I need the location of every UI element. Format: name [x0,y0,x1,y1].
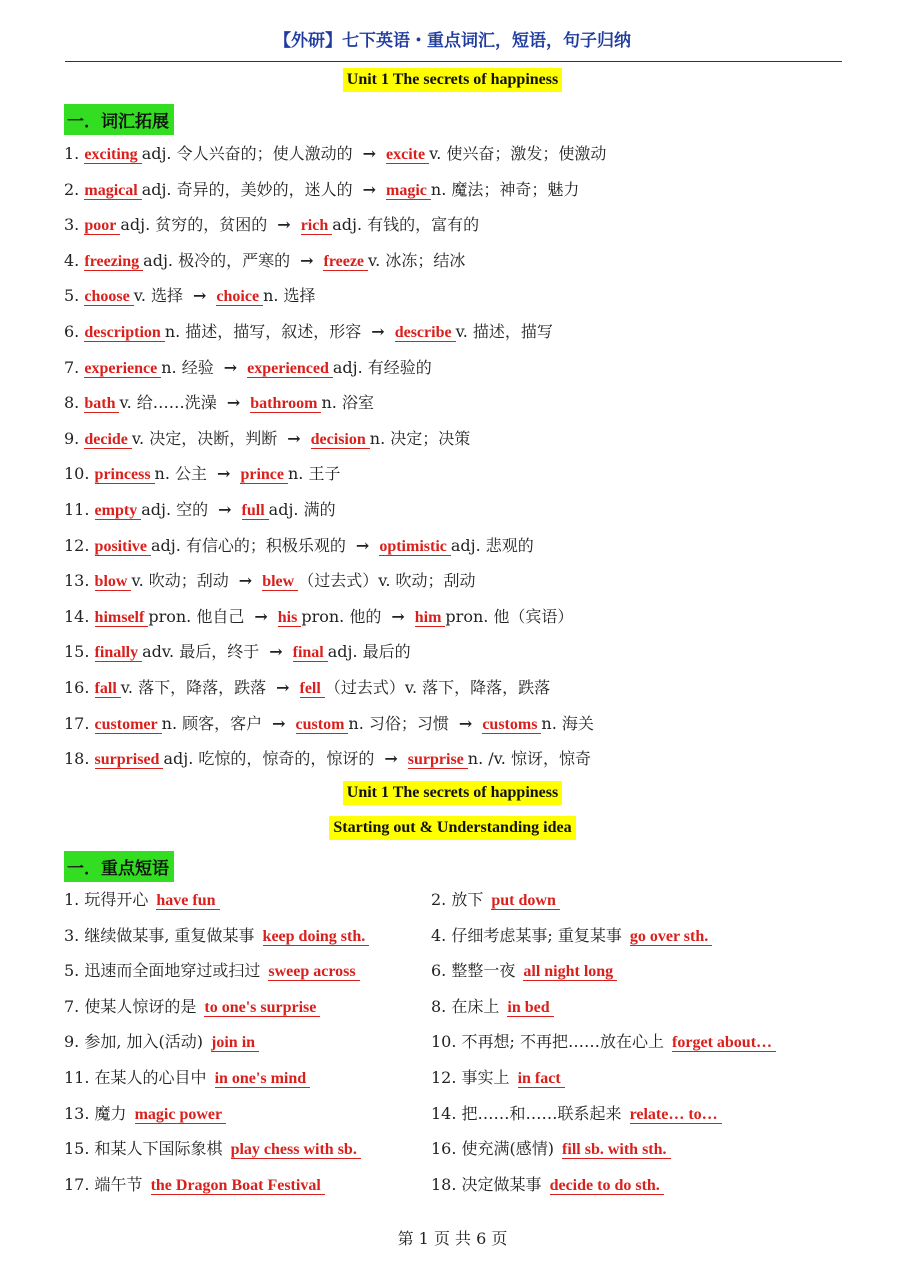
vocab-definition: v. 落下，降落，跌落 [120,677,267,697]
vocab-row [64,211,864,247]
phrase-answer: in one's mind [215,1070,311,1088]
vocab-definition: adj. 有经验的 [332,357,432,377]
phrase-number: 12. [431,1067,457,1087]
phrase-number: 10. [431,1032,457,1052]
phrase-item [431,1171,844,1207]
vocab-row [64,496,864,532]
phrase-item [64,1064,431,1100]
arrow-icon: → [458,713,473,733]
vocab-number: 13. [64,571,90,591]
phrase-number: 16. [431,1139,457,1159]
arrow-icon: → [355,535,370,555]
phrase-number: 18. [431,1174,457,1194]
phrase-answer: to one's surprise [204,999,320,1017]
phrase-chinese: 迅速而全面地穿过或扫过 [84,961,261,981]
phrase-item [64,922,431,958]
vocab-answer-word: freezing [84,253,143,271]
vocab-number: 14. [64,606,90,626]
vocab-definition: （过去式）v. 吹动；刮动 [298,571,476,591]
phrase-chinese: 在某人的心目中 [94,1067,207,1087]
vocab-number: 5. [64,286,80,306]
phrase-chinese: 使某人惊讶的是 [84,996,197,1016]
vocab-answer-word: poor [84,217,120,235]
phrase-chinese: 参加, 加入(活动) [84,1032,204,1052]
vocab-list [64,140,864,781]
vocab-row [64,425,864,461]
section-heading-phrases: 一．重点短语 [64,851,174,882]
vocab-definition: n. 选择 [263,286,316,306]
vocab-definition: adj. 有钱的，富有的 [332,215,480,235]
arrow-icon: → [269,642,283,662]
phrase-answer: keep doing sth. [263,928,370,946]
vocab-definition: adj. 满的 [268,499,336,519]
vocab-number: 18. [64,749,90,769]
vocab-number: 6. [64,321,80,341]
phrase-number: 8. [431,996,447,1016]
vocab-answer-word: describe [395,324,456,342]
phrase-number: 3. [64,925,80,945]
phrase-chinese: 整整一夜 [451,961,516,981]
vocab-number: 11. [64,499,90,519]
phrase-answer: sweep across [268,963,359,981]
vocab-number: 10. [64,464,90,484]
vocab-answer-word: customer [95,716,162,734]
vocab-row [64,247,864,283]
arrow-icon: → [217,464,231,484]
vocab-answer-word: decision [311,431,370,449]
phrase-grid [64,886,844,1206]
vocab-answer-word: himself [95,609,149,627]
arrow-icon: → [371,321,385,341]
phrase-chinese: 在床上 [451,996,500,1016]
vocab-row [64,176,864,212]
phrase-number: 11. [64,1067,90,1087]
header-divider [65,61,842,62]
vocab-definition: pron. 他（宾语） [445,606,574,626]
vocab-number: 15. [64,642,90,662]
phrase-item [64,957,431,993]
vocab-number: 7. [64,357,80,377]
vocab-number: 17. [64,713,90,733]
vocab-number: 12. [64,535,90,555]
phrase-item [64,993,431,1029]
phrase-item [431,1064,844,1100]
phrase-number: 6. [431,961,447,981]
vocab-answer-word: choice [216,288,263,306]
phrase-number: 13. [64,1103,90,1123]
vocab-answer-word: experience [84,360,161,378]
phrase-answer: the Dragon Boat Festival [151,1177,325,1195]
vocab-definition: n. 浴室 [321,393,374,413]
vocab-definition: adj. 奇异的，美妙的，迷人的 [141,179,353,199]
phrase-item [431,993,844,1029]
vocab-answer-word: freeze [323,253,368,271]
arrow-icon: → [218,499,232,519]
vocab-answer-word: custom [296,716,349,734]
phrase-chinese: 事实上 [461,1067,510,1087]
vocab-number: 8. [64,393,80,413]
arrow-icon: → [277,215,291,235]
phrase-item [431,922,844,958]
phrase-item [64,1100,431,1136]
phrase-chinese: 继续做某事, 重复做某事 [84,925,255,945]
vocab-row [64,389,864,425]
phrase-number: 4. [431,925,447,945]
phrase-chinese: 决定做某事 [461,1174,542,1194]
arrow-icon: → [254,606,268,626]
vocab-definition: v. 使兴奋；激发；使激动 [429,144,607,163]
vocab-definition: adj. 极冷的，严寒的 [143,250,291,270]
vocab-answer-word: customs [482,716,541,734]
phrase-number: 1. [64,890,80,909]
vocab-row [64,638,864,674]
vocab-answer-word: rich [301,217,333,235]
phrase-answer: fill sb. with sth. [562,1141,670,1159]
unit-title-2: Unit 1 The secrets of happiness [343,781,562,805]
vocab-row [64,140,864,176]
section-heading-vocab: 一．词汇拓展 [64,104,174,135]
vocab-number: 16. [64,677,90,697]
phrase-answer: have fun [156,892,219,910]
phrase-number: 7. [64,996,80,1016]
phrase-item [64,1028,431,1064]
phrase-number: 15. [64,1139,90,1159]
arrow-icon: → [391,606,405,626]
phrase-answer: forget about… [672,1034,776,1052]
vocab-definition: adj. 吃惊的，惊奇的，惊讶的 [163,749,375,769]
vocab-answer-word: princess [95,466,155,484]
arrow-icon: → [287,428,301,448]
phrase-chinese: 不再想; 不再把……放在心上 [461,1032,665,1052]
phrase-item [64,1135,431,1171]
unit-subtitle-2-wrap [0,816,905,840]
vocab-row [64,710,864,746]
phrase-item [64,1171,431,1207]
vocab-answer-word: blow [95,573,132,591]
arrow-icon: → [238,571,253,591]
vocab-definition: v. 决定，决断，判断 [131,428,278,448]
unit-subtitle-2: Starting out & Understanding idea [329,816,575,840]
phrase-item [431,886,844,922]
vocab-answer-word: excite [386,146,429,164]
phrase-item [431,957,844,993]
vocab-definition: n. 海关 [541,713,594,733]
vocab-answer-word: prince [240,466,288,484]
arrow-icon: → [300,250,314,270]
phrase-answer: in fact [518,1070,565,1088]
arrow-icon: → [223,357,238,377]
vocab-definition: n. 描述，描写，叙述，形容 [164,321,362,341]
vocab-answer-word: his [278,609,302,627]
vocab-answer-word: finally [95,644,143,662]
vocab-row [64,603,864,639]
vocab-answer-word: experienced [247,360,333,378]
phrase-item [431,1028,844,1064]
phrase-chinese: 和某人下国际象棋 [94,1139,223,1159]
page-footer: 第 1 页 共 6 页 [397,1229,508,1248]
phrase-answer: decide to do sth. [550,1177,664,1195]
vocab-answer-word: magical [84,182,141,200]
document-header-title: 【外研】七下英语・重点词汇，短语，句子归纳 [274,31,631,51]
vocab-answer-word: him [415,609,446,627]
vocab-definition: adj. 有信心的；积极乐观的 [151,535,346,555]
vocab-answer-word: fell [300,680,325,698]
vocab-definition: pron. 他的 [301,606,382,626]
vocab-answer-word: bath [84,395,119,413]
arrow-icon: → [193,286,207,306]
phrase-number: 14. [431,1103,457,1123]
vocab-answer-word: exciting [84,146,141,164]
vocab-definition: adj. 空的 [141,499,209,519]
phrase-number: 9. [64,1032,80,1052]
vocab-answer-word: empty [95,502,142,520]
vocab-row [64,460,864,496]
vocab-number: 4. [64,250,80,270]
unit-title-2-wrap [0,781,905,805]
phrase-answer: join in [211,1034,259,1052]
vocab-number: 1. [64,144,80,163]
vocab-definition: n. 王子 [287,464,341,484]
phrase-answer: all night long [523,963,617,981]
vocab-definition: v. 吹动；刮动 [131,571,229,591]
phrase-chinese: 玩得开心 [84,890,149,909]
vocab-answer-word: full [242,502,269,520]
phrase-number: 2. [431,890,447,909]
vocab-number: 2. [64,179,80,199]
vocab-definition: v. 描述，描写 [455,321,553,341]
vocab-answer-word: description [84,324,164,342]
vocab-row [64,674,864,710]
vocab-number: 9. [64,428,80,448]
vocab-definition: （过去式）v. 落下，降落，跌落 [324,677,551,697]
phrase-item [64,886,431,922]
vocab-answer-word: positive [95,538,151,556]
vocab-definition: adj. 贫穷的，贫困的 [120,215,268,235]
phrase-number: 5. [64,961,80,981]
phrase-chinese: 把……和……联系起来 [461,1103,622,1123]
vocab-definition: v. 冰冻；结冰 [368,250,466,270]
vocab-number: 3. [64,215,80,235]
vocab-row [64,318,864,354]
vocab-definition: n. 公主 [154,464,208,484]
phrase-item [431,1100,844,1136]
vocab-row [64,745,864,781]
vocab-row [64,282,864,318]
vocab-answer-word: surprised [95,751,164,769]
vocab-definition: pron. 他自己 [148,606,245,626]
vocab-definition: n. 经验 [161,357,214,377]
vocab-definition: n. 习俗；习惯 [348,713,449,733]
vocab-answer-word: final [293,644,328,662]
arrow-icon: → [276,677,290,697]
vocab-answer-word: surprise [408,751,468,769]
phrase-number: 17. [64,1174,90,1194]
arrow-icon: → [226,393,241,413]
vocab-definition: v. 选择 [133,286,184,306]
vocab-answer-word: optimistic [379,538,451,556]
vocab-answer-word: bathroom [250,395,321,413]
phrase-chinese: 仔细考虑某事; 重复某事 [451,925,622,945]
vocab-definition: n. 顾客，客户 [161,713,263,733]
vocab-definition: adv. 最后，终于 [142,642,260,662]
arrow-icon: → [272,713,286,733]
phrase-answer: go over sth. [630,928,712,946]
phrase-answer: play chess with sb. [231,1141,361,1159]
phrase-answer: magic power [135,1106,227,1124]
phrase-chinese: 使充满(感情) [461,1139,555,1159]
phrase-chinese: 魔力 [94,1103,127,1123]
phrase-chinese: 端午节 [94,1174,143,1194]
vocab-row [64,354,864,390]
unit-title-1-wrap [0,68,905,92]
vocab-row [64,567,864,603]
phrase-answer: in bed [507,999,553,1017]
arrow-icon: → [384,749,398,769]
vocab-definition: adj. 最后的 [327,642,411,662]
vocab-definition: n. 决定；决策 [369,428,471,448]
unit-title-1: Unit 1 The secrets of happiness [343,68,562,92]
vocab-definition: n. /v. 惊讶，惊奇 [467,749,591,769]
vocab-definition: v. 给……洗澡 [119,393,217,413]
vocab-definition: n. 魔法；神奇；魅力 [430,179,580,199]
phrase-chinese: 放下 [451,890,484,909]
arrow-icon: → [362,144,377,163]
vocab-definition: adj. 令人兴奋的；使人激动的 [141,144,353,163]
arrow-icon: → [362,179,377,199]
vocab-answer-word: fall [95,680,121,698]
vocab-definition: adj. 悲观的 [450,535,534,555]
vocab-row [64,532,864,568]
phrase-item [431,1135,844,1171]
phrase-answer: put down [491,892,559,910]
phrase-answer: relate… to… [630,1106,722,1124]
vocab-answer-word: magic [386,182,431,200]
vocab-answer-word: decide [84,431,132,449]
vocab-answer-word: blew [262,573,298,591]
vocab-answer-word: choose [84,288,133,306]
